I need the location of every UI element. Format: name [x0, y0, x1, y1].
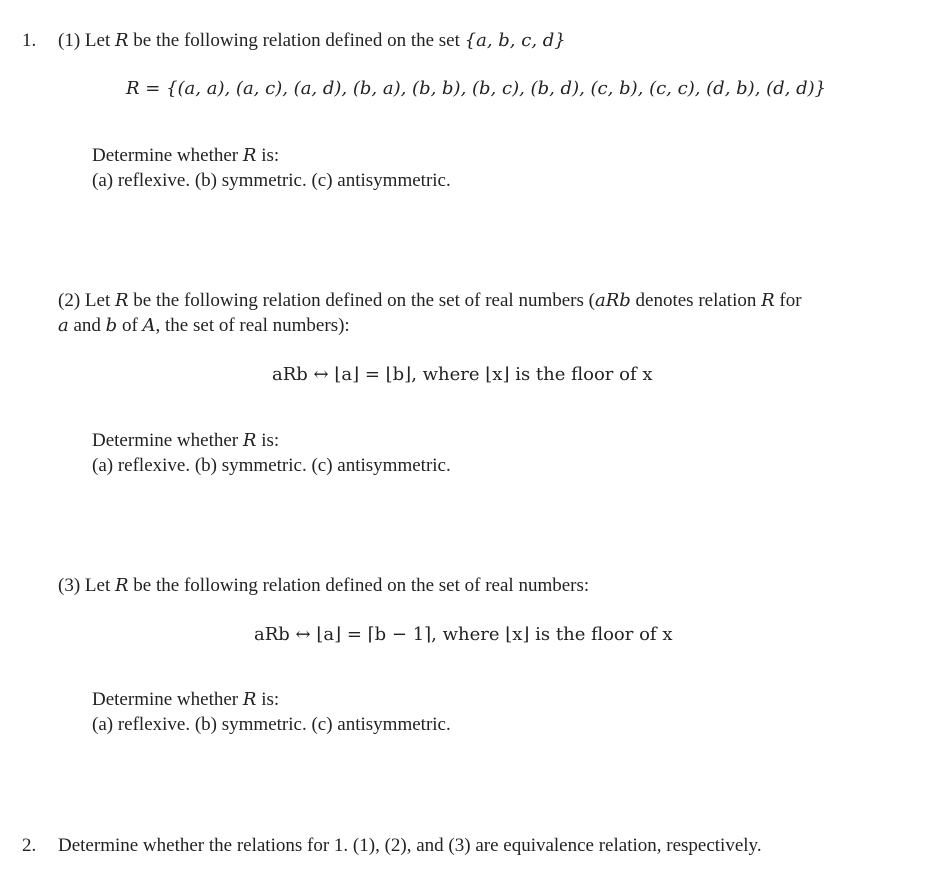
part-1-determine-R: R — [242, 145, 257, 166]
part-3-intro-prefix: (3) Let — [58, 575, 115, 596]
part-3-determine-R: R — [242, 689, 257, 710]
part-1-intro-suffix: be the following relation defined on the set — [128, 30, 465, 51]
part-1-options: (a) reflexive. (b) symmetric. (c) antisymmetric. — [92, 170, 451, 191]
part-2-line2-suffix: , the set of real numbers): — [155, 315, 350, 336]
part-2-equation-text: aRb ↔ ⌊a⌋ = ⌊b⌋, where ⌊x⌋ is the floor of x — [272, 364, 653, 385]
part-2-line1-mid: be the following relation defined on the set of real numbers ( — [128, 290, 595, 311]
part-2-line1-R: R — [114, 290, 129, 311]
part-2-line1-R2: R — [761, 290, 775, 311]
part-3-equation — [254, 622, 672, 647]
part-2-line2-mid2: of — [117, 315, 143, 336]
question-2-text: Determine whether the relations for 1. (1), (2), and (3) are equivalence relation, respectively. — [58, 835, 762, 856]
part-1-intro — [58, 28, 566, 53]
part-1-determine — [92, 143, 279, 168]
part-3-intro — [58, 573, 589, 598]
part-1-set: {a, b, c, d} — [464, 30, 566, 51]
part-2-intro-line-1 — [58, 288, 802, 313]
part-2-determine-suffix: is: — [256, 430, 280, 451]
part-1-equation — [126, 76, 826, 101]
part-2-intro-line-2 — [58, 313, 350, 338]
part-2-line1-prefix: (2) Let — [58, 290, 115, 311]
part-2-determine — [92, 428, 279, 453]
part-2-determine-prefix: Determine whether — [92, 430, 243, 451]
part-1-determine-prefix: Determine whether — [92, 145, 243, 166]
part-2-determine-R: R — [242, 430, 257, 451]
part-1-equation-text: R = {(a, a), (a, c), (a, d), (b, a), (b, b), (b, c), (b, d), (c, b), (c, c), (d, b), (d, d)} — [126, 78, 827, 99]
question-2-number: 2. — [22, 835, 37, 856]
part-3-options: (a) reflexive. (b) symmetric. (c) antisymmetric. — [92, 714, 451, 735]
part-3-determine-suffix: is: — [256, 689, 280, 710]
part-3-determine-prefix: Determine whether — [92, 689, 243, 710]
part-2-line1-mid2: denotes relation — [630, 290, 762, 311]
part-3-intro-R: R — [114, 575, 129, 596]
part-2-equation — [272, 362, 653, 387]
part-3-intro-suffix: be the following relation defined on the set of real numbers: — [128, 575, 590, 596]
part-3-determine — [92, 687, 279, 712]
part-1-intro-R: R — [114, 30, 129, 51]
question-1-number: 1. — [22, 30, 37, 51]
part-2-line2-A: A — [142, 315, 156, 336]
part-1-determine-suffix: is: — [256, 145, 280, 166]
part-3-equation-text: aRb ↔ ⌊a⌋ = ⌈b − 1⌉, where ⌊x⌋ is the floor of x — [254, 624, 673, 645]
part-2-line2-a: a — [58, 315, 69, 336]
part-2-line1-suffix: for — [774, 290, 802, 311]
part-2-line2-b: b — [105, 315, 118, 336]
part-2-line1-aRb: aRb — [594, 290, 631, 311]
part-2-options: (a) reflexive. (b) symmetric. (c) antisymmetric. — [92, 455, 451, 476]
part-2-line2-mid: and — [68, 315, 106, 336]
part-1-intro-prefix: (1) Let — [58, 30, 115, 51]
